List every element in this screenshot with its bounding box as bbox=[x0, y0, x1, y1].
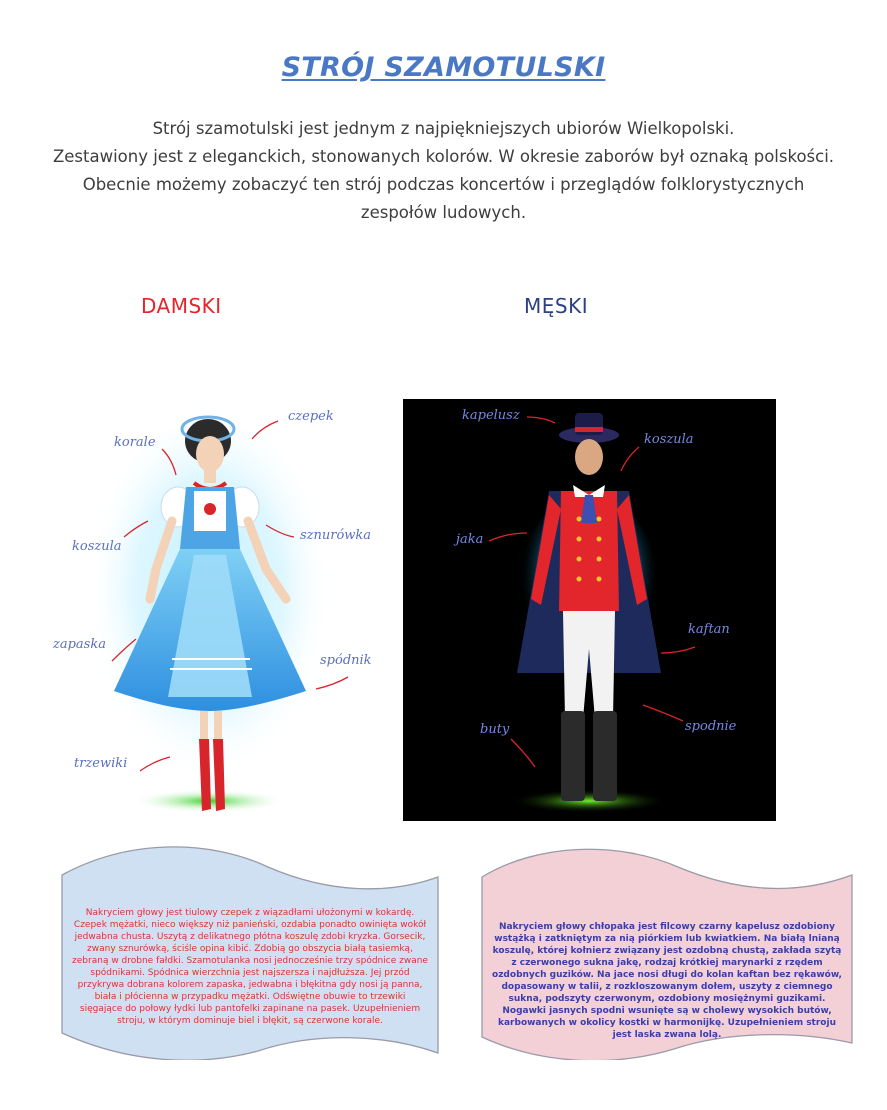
part-label-sznurowka: sznurówka bbox=[300, 528, 372, 543]
female-description-banner bbox=[58, 845, 442, 1060]
part-label-spodnik: spódnik bbox=[320, 653, 372, 668]
female-costume-illustration bbox=[44, 399, 394, 822]
intro-line: Zestawiony jest z eleganckich, stonowanych kolorów. W okresie zaborów był oznaką polskości. bbox=[52, 147, 835, 166]
male-costume-illustration bbox=[403, 399, 776, 821]
part-label-koszula: koszula bbox=[644, 432, 694, 447]
female-description-text: Nakryciem głowy jest tiulowy czepek z wiązadłami ułożonymi w kokardę. Czepek mężatki, nieco większy niż panieński, ozdabia ponadto owinięta wokół jedwabna chusta. Uszytą z delikatnego płótna koszulę zdobi kryzka. Gorsecik, zwany sznurówką, ściśle opina kibić. Zdobią go obszycia białą tasiemką, zebraną w drobne fałdki. Szamotulanka nosi jednocześnie trzy spódnice zwane spódnikami. Spódnica wierzchnia jest najszersza i najdłuższa. Jej przód przykrywa dobrana kolorem zapaska, jedwabna i błękitna gdy nosi ją panna, biała i płócienna w przypadku mężatki. Odświętne obuwie to trzewiki sięgające do połowy łydki lub pantofelki zapinane na pasek. Uzupełnieniem stroju, w którym dominuje biel i błękit, są czerwone korale. bbox=[72, 908, 428, 1026]
male-section-label: MĘSKI bbox=[524, 294, 589, 318]
part-label-czepek: czepek bbox=[288, 409, 334, 424]
part-label-jaka: jaka bbox=[456, 532, 484, 547]
part-label-buty: buty bbox=[480, 722, 510, 737]
male-costume-drawing bbox=[403, 399, 776, 821]
male-description-banner bbox=[478, 845, 856, 1060]
part-label-zapaska: zapaska bbox=[53, 637, 106, 652]
intro-line: Strój szamotulski jest jednym z najpiękniejszych ubiorów Wielkopolski. bbox=[152, 119, 735, 138]
part-label-korale: korale bbox=[114, 435, 156, 450]
part-label-spodnie: spodnie bbox=[685, 719, 737, 734]
page-title: STRÓJ SZAMOTULSKI bbox=[281, 52, 606, 83]
male-description-text: Nakryciem głowy chłopaka jest filcowy czarny kapelusz ozdobiony wstążką i zatkniętym za nią piórkiem lub kwiatkiem. Na białą lnianą koszulę, której kołnierz związany jest ozdobną chustą, zakłada szytą z czerwonego sukna jakę, rodzaj krótkiej marynarki z rzędem ozdobnych guzików. Na jace nosi długi do kolan kaftan bez rękawów, dopasowany w talii, z rozkloszowanym dołem, uszyty z ciemnego sukna, podszyty czerwonym, ozdobiony mosiężnymi guzikami. Nogawki jasnych spodni wsunięte są w cholewy wysokich butów, karbowanych w okolicy kostki w harmonijkę. Uzupełnieniem stroju jest laska zwana lolą. bbox=[492, 922, 842, 1040]
part-label-kaftan: kaftan bbox=[688, 622, 730, 637]
intro-text bbox=[40, 115, 847, 227]
part-label-trzewiki: trzewiki bbox=[74, 756, 128, 771]
intro-line: Obecnie możemy zobaczyć ten strój podczas koncertów i przeglądów folklorystycznych bbox=[82, 175, 805, 194]
intro-line: zespołów ludowych. bbox=[360, 203, 527, 222]
part-label-kapelusz: kapelusz bbox=[462, 408, 520, 423]
female-section-label: DAMSKI bbox=[141, 294, 222, 318]
part-label-koszula: koszula bbox=[72, 539, 122, 554]
